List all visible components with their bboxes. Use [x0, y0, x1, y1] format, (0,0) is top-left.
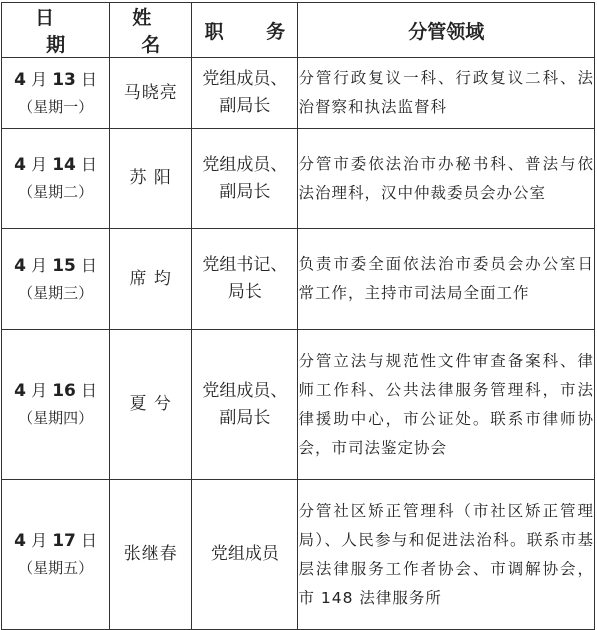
- table-row: [2, 229, 595, 330]
- table-row: [2, 480, 595, 630]
- date-cell: 4 月 14 日 （星期二）: [2, 129, 110, 229]
- post-cell: 党组成员、 副局长: [192, 330, 298, 480]
- post-cell: 党组成员、 副局长: [192, 58, 298, 129]
- date-cell: 4 月 17 日 （星期五）: [2, 480, 110, 630]
- post-cell: 党组成员: [192, 480, 298, 630]
- name-cell: 马晓亮: [110, 58, 192, 129]
- weekday: （星期一）: [18, 97, 94, 116]
- post-cell: 党组书记、 局长: [192, 229, 298, 330]
- area-cell: 分管行政复议一科、行政复议二科、法治督察和执法监督科: [298, 58, 595, 129]
- table-row: [2, 330, 595, 480]
- table-row: [2, 129, 595, 229]
- name-cell: 苏 阳: [110, 129, 192, 229]
- area-cell: 分管立法与规范性文件审查备案科、律师工作科、公共法律服务管理科，市法律援助中心，市公证处。联系市律师协会，市司法鉴定协会: [298, 330, 595, 480]
- weekday: （星期二）: [18, 183, 94, 201]
- area-cell: 负责市委全面依法治市委员会办公室日常工作，主持市司法局全面工作: [298, 229, 595, 330]
- area-cell: 分管市委依法治市办秘书科、普法与依法治理科，汉中仲裁委员会办公室: [298, 129, 595, 229]
- table-row: [2, 58, 595, 129]
- area-cell: 分管社区矫正管理科（市社区矫正管理局）、人民参与和促进法治科。联系市基层法律服务工作者协会、市调解协会，市 148 法律服务所: [298, 480, 595, 630]
- header-date: 日 期: [2, 3, 110, 58]
- header-name: 姓 名: [110, 3, 192, 58]
- duty-schedule-table: [1, 2, 595, 630]
- post-cell: 党组成员、 副局长: [192, 129, 298, 229]
- header-area: 分管领域: [298, 3, 595, 58]
- name-cell: 张继春: [110, 480, 192, 630]
- weekday: （星期三）: [18, 283, 94, 302]
- weekday: （星期五）: [18, 559, 94, 577]
- name-cell: 席 均: [110, 229, 192, 330]
- date-cell: 4 月 13 日 （星期一）: [2, 58, 110, 129]
- date-cell: 4 月 15 日 （星期三）: [2, 229, 110, 330]
- date-cell: 4 月 16 日 （星期四）: [2, 330, 110, 480]
- header-row: [2, 3, 595, 58]
- name-cell: 夏 兮: [110, 330, 192, 480]
- weekday: （星期四）: [18, 409, 94, 427]
- header-post: 职 务: [192, 3, 298, 58]
